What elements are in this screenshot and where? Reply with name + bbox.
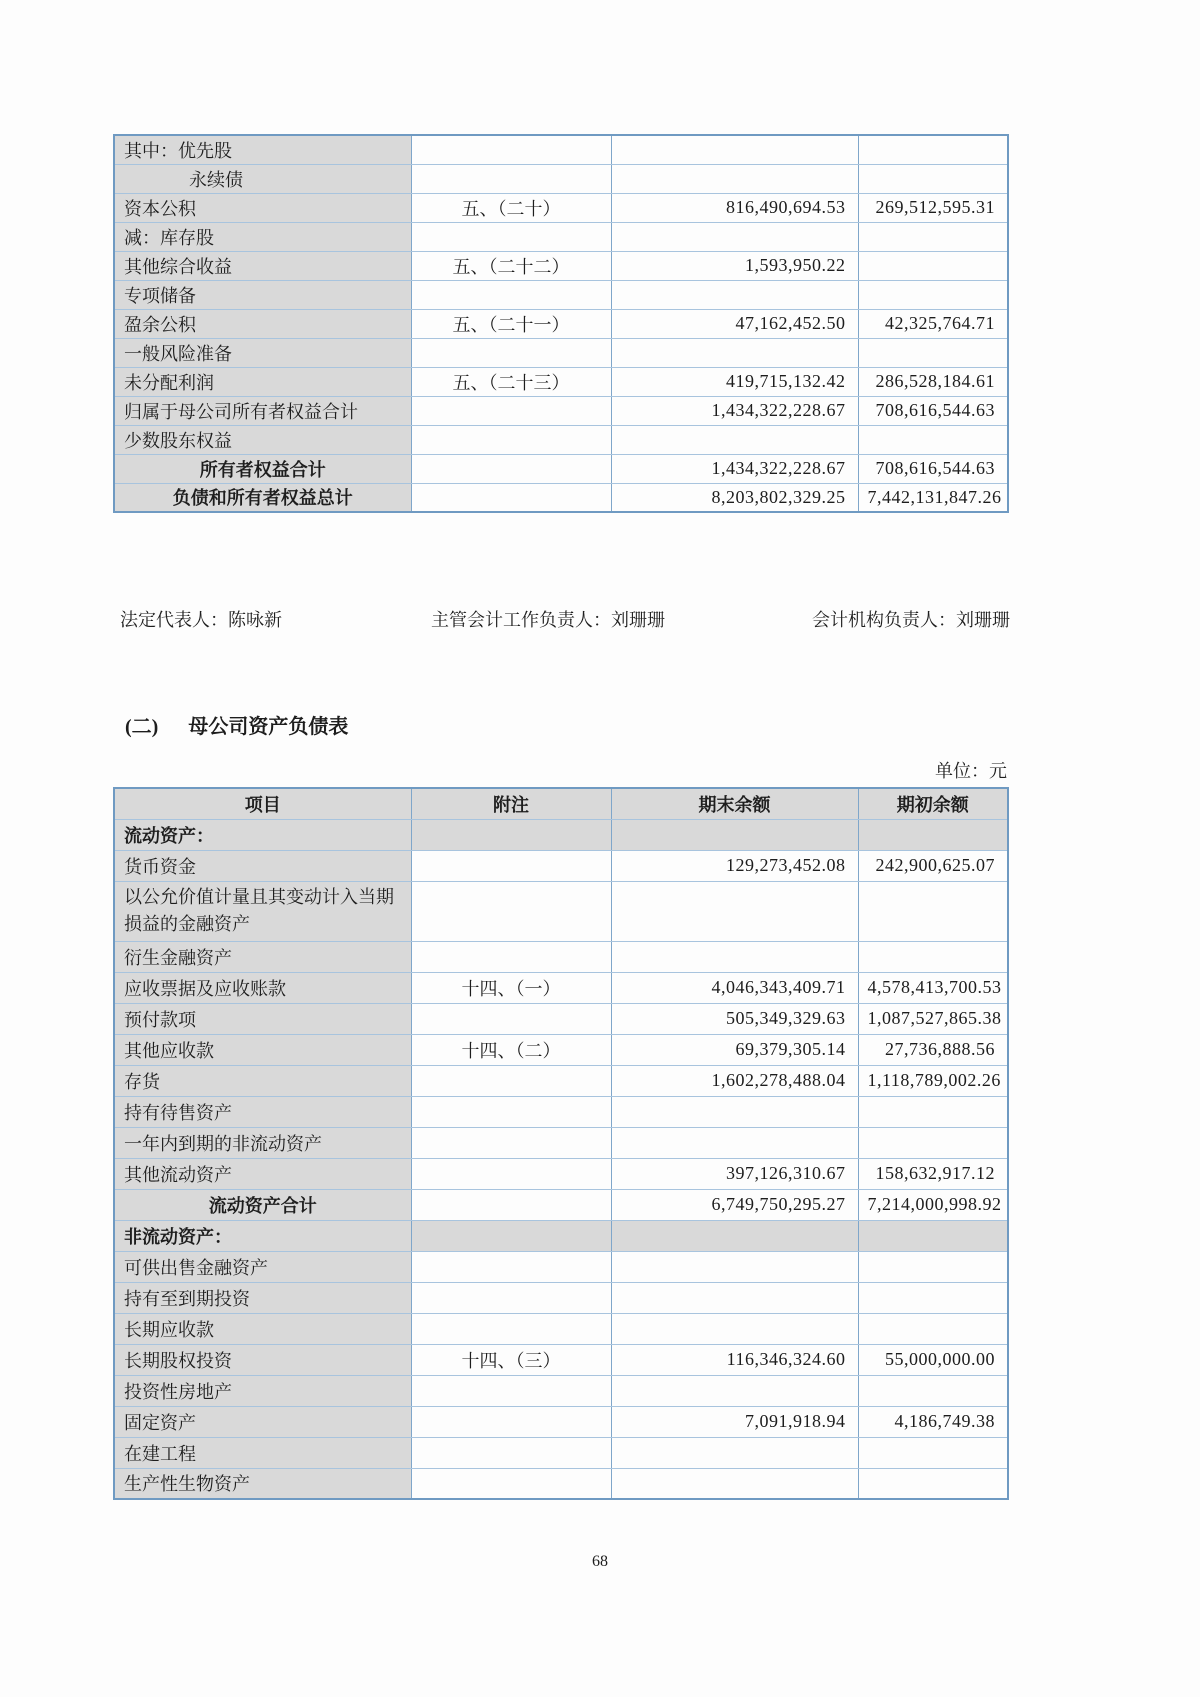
note-cell <box>411 1406 611 1437</box>
closing-balance-cell: 1,434,322,228.67 <box>611 396 858 425</box>
page-number: 68 <box>592 1553 608 1570</box>
note-cell <box>411 1096 611 1127</box>
item-cell: 其他综合收益 <box>114 251 411 280</box>
note-cell <box>411 850 611 881</box>
note-cell: 十四、（二） <box>411 1034 611 1065</box>
table-row <box>114 483 1008 512</box>
opening-balance-cell <box>858 338 1008 367</box>
table-row <box>114 1437 1008 1468</box>
closing-balance-cell <box>611 1127 858 1158</box>
table-row <box>114 1158 1008 1189</box>
item-cell: 投资性房地产 <box>114 1375 411 1406</box>
opening-balance-cell <box>858 1220 1008 1251</box>
table-row <box>114 1282 1008 1313</box>
table-row <box>114 1003 1008 1034</box>
item-cell: 非流动资产： <box>114 1220 411 1251</box>
opening-balance-cell: 286,528,184.61 <box>858 367 1008 396</box>
table-row <box>114 251 1008 280</box>
item-cell: 持有待售资产 <box>114 1096 411 1127</box>
table-row <box>114 1189 1008 1220</box>
item-cell: 流动资产： <box>114 819 411 850</box>
opening-balance-cell <box>858 819 1008 850</box>
table-row <box>114 1096 1008 1127</box>
closing-balance-cell: 397,126,310.67 <box>611 1158 858 1189</box>
closing-balance-cell: 7,091,918.94 <box>611 1406 858 1437</box>
column-header-item: 项目 <box>114 788 411 819</box>
table-row <box>114 1344 1008 1375</box>
note-cell <box>411 1437 611 1468</box>
opening-balance-cell <box>858 1468 1008 1499</box>
table-row <box>114 164 1008 193</box>
note-cell <box>411 338 611 367</box>
closing-balance-cell: 505,349,329.63 <box>611 1003 858 1034</box>
closing-balance-cell <box>611 881 858 941</box>
opening-balance-cell <box>858 1127 1008 1158</box>
item-cell: 应收票据及应收账款 <box>114 972 411 1003</box>
equity-section-table <box>113 134 1009 513</box>
accounting-department-head: 会计机构负责人：刘珊珊 <box>812 610 1010 630</box>
closing-balance-cell: 8,203,802,329.25 <box>611 483 858 512</box>
closing-balance-cell: 6,749,750,295.27 <box>611 1189 858 1220</box>
opening-balance-cell: 55,000,000.00 <box>858 1344 1008 1375</box>
table-row <box>114 309 1008 338</box>
item-cell: 盈余公积 <box>114 309 411 338</box>
opening-balance-cell: 269,512,595.31 <box>858 193 1008 222</box>
table-row <box>114 1127 1008 1158</box>
opening-balance-cell: 4,578,413,700.53 <box>858 972 1008 1003</box>
note-cell <box>411 1375 611 1406</box>
item-cell: 归属于母公司所有者权益合计 <box>114 396 411 425</box>
closing-balance-cell: 129,273,452.08 <box>611 850 858 881</box>
opening-balance-cell <box>858 164 1008 193</box>
note-cell <box>411 1003 611 1034</box>
parent-company-balance-sheet-table <box>113 787 1009 1500</box>
opening-balance-cell: 708,616,544.63 <box>858 396 1008 425</box>
opening-balance-cell <box>858 1437 1008 1468</box>
note-cell <box>411 1065 611 1096</box>
note-cell <box>411 454 611 483</box>
note-cell <box>411 396 611 425</box>
column-header-opening-balance: 期初余额 <box>858 788 1008 819</box>
table-row <box>114 1406 1008 1437</box>
closing-balance-cell <box>611 1251 858 1282</box>
note-cell <box>411 1282 611 1313</box>
closing-balance-cell: 69,379,305.14 <box>611 1034 858 1065</box>
opening-balance-cell: 158,632,917.12 <box>858 1158 1008 1189</box>
item-cell: 一年内到期的非流动资产 <box>114 1127 411 1158</box>
closing-balance-cell <box>611 222 858 251</box>
section-title: 母公司资产负债表 <box>188 716 349 738</box>
table-row <box>114 425 1008 454</box>
note-cell <box>411 1251 611 1282</box>
item-cell: 其他应收款 <box>114 1034 411 1065</box>
note-cell <box>411 222 611 251</box>
opening-balance-cell <box>858 135 1008 164</box>
note-cell: 五、（二十二） <box>411 251 611 280</box>
note-cell <box>411 1189 611 1220</box>
opening-balance-cell <box>858 1096 1008 1127</box>
closing-balance-cell <box>611 425 858 454</box>
closing-balance-cell <box>611 1313 858 1344</box>
item-cell: 可供出售金融资产 <box>114 1251 411 1282</box>
closing-balance-cell <box>611 1282 858 1313</box>
column-header-closing-balance: 期末余额 <box>611 788 858 819</box>
table-row <box>114 1375 1008 1406</box>
item-cell: 衍生金融资产 <box>114 941 411 972</box>
closing-balance-cell <box>611 164 858 193</box>
note-cell: 五、（二十一） <box>411 309 611 338</box>
opening-balance-cell: 1,118,789,002.26 <box>858 1065 1008 1096</box>
opening-balance-cell: 4,186,749.38 <box>858 1406 1008 1437</box>
item-cell: 生产性生物资产 <box>114 1468 411 1499</box>
note-cell: 五、（二十三） <box>411 367 611 396</box>
opening-balance-cell <box>858 881 1008 941</box>
item-cell: 固定资产 <box>114 1406 411 1437</box>
item-cell: 以公允价值计量且其变动计入当期损益的金融资产 <box>114 881 411 941</box>
item-cell: 永续债 <box>114 164 411 193</box>
closing-balance-cell: 1,434,322,228.67 <box>611 454 858 483</box>
table-row <box>114 280 1008 309</box>
note-cell <box>411 135 611 164</box>
opening-balance-cell: 42,325,764.71 <box>858 309 1008 338</box>
item-cell: 其中：优先股 <box>114 135 411 164</box>
table-row <box>114 1468 1008 1499</box>
opening-balance-cell <box>858 425 1008 454</box>
table-row <box>114 881 1008 941</box>
item-cell: 所有者权益合计 <box>114 454 411 483</box>
section-row <box>114 1220 1008 1251</box>
table-row <box>114 396 1008 425</box>
opening-balance-cell <box>858 1251 1008 1282</box>
opening-balance-cell <box>858 280 1008 309</box>
closing-balance-cell: 419,715,132.42 <box>611 367 858 396</box>
closing-balance-cell: 116,346,324.60 <box>611 1344 858 1375</box>
opening-balance-cell <box>858 1375 1008 1406</box>
closing-balance-cell <box>611 1220 858 1251</box>
note-cell <box>411 881 611 941</box>
table-row <box>114 941 1008 972</box>
closing-balance-cell <box>611 1096 858 1127</box>
item-cell: 一般风险准备 <box>114 338 411 367</box>
item-cell: 流动资产合计 <box>114 1189 411 1220</box>
closing-balance-cell: 816,490,694.53 <box>611 193 858 222</box>
note-cell: 十四、（三） <box>411 1344 611 1375</box>
table-row <box>114 1034 1008 1065</box>
item-cell: 未分配利润 <box>114 367 411 396</box>
note-cell <box>411 1468 611 1499</box>
table-row <box>114 338 1008 367</box>
opening-balance-cell: 242,900,625.07 <box>858 850 1008 881</box>
opening-balance-cell <box>858 1313 1008 1344</box>
table-row <box>114 1065 1008 1096</box>
item-cell: 货币资金 <box>114 850 411 881</box>
note-cell <box>411 1313 611 1344</box>
note-cell <box>411 280 611 309</box>
table-row <box>114 972 1008 1003</box>
section-row <box>114 819 1008 850</box>
closing-balance-cell: 47,162,452.50 <box>611 309 858 338</box>
section-index: (二) <box>125 716 159 738</box>
opening-balance-cell: 27,736,888.56 <box>858 1034 1008 1065</box>
chief-accounting-officer: 主管会计工作负责人：刘珊珊 <box>431 610 665 630</box>
closing-balance-cell <box>611 1437 858 1468</box>
table-row <box>114 850 1008 881</box>
closing-balance-cell <box>611 280 858 309</box>
opening-balance-cell <box>858 1282 1008 1313</box>
column-header-note: 附注 <box>411 788 611 819</box>
opening-balance-cell: 1,087,527,865.38 <box>858 1003 1008 1034</box>
item-cell: 在建工程 <box>114 1437 411 1468</box>
table-row <box>114 367 1008 396</box>
legal-representative: 法定代表人：陈咏新 <box>120 610 282 630</box>
unit-note: 单位：元 <box>935 761 1007 781</box>
item-cell: 预付款项 <box>114 1003 411 1034</box>
note-cell: 五、（二十） <box>411 193 611 222</box>
signatories-line <box>120 606 1010 630</box>
closing-balance-cell <box>611 941 858 972</box>
note-cell: 十四、（一） <box>411 972 611 1003</box>
note-cell <box>411 1158 611 1189</box>
closing-balance-cell <box>611 338 858 367</box>
opening-balance-cell: 708,616,544.63 <box>858 454 1008 483</box>
table-row <box>114 135 1008 164</box>
item-cell: 负债和所有者权益总计 <box>114 483 411 512</box>
table-row <box>114 193 1008 222</box>
item-cell: 专项储备 <box>114 280 411 309</box>
table-row <box>114 454 1008 483</box>
note-cell <box>411 941 611 972</box>
closing-balance-cell <box>611 1468 858 1499</box>
note-cell <box>411 164 611 193</box>
item-cell: 减：库存股 <box>114 222 411 251</box>
item-cell: 持有至到期投资 <box>114 1282 411 1313</box>
closing-balance-cell: 1,593,950.22 <box>611 251 858 280</box>
table-row <box>114 1313 1008 1344</box>
note-cell <box>411 425 611 454</box>
item-cell: 资本公积 <box>114 193 411 222</box>
closing-balance-cell: 1,602,278,488.04 <box>611 1065 858 1096</box>
note-cell <box>411 819 611 850</box>
closing-balance-cell <box>611 1375 858 1406</box>
closing-balance-cell <box>611 135 858 164</box>
opening-balance-cell <box>858 251 1008 280</box>
note-cell <box>411 1127 611 1158</box>
table-row <box>114 1251 1008 1282</box>
item-cell: 存货 <box>114 1065 411 1096</box>
item-cell: 长期股权投资 <box>114 1344 411 1375</box>
closing-balance-cell <box>611 819 858 850</box>
item-cell: 少数股东权益 <box>114 425 411 454</box>
opening-balance-cell: 7,442,131,847.26 <box>858 483 1008 512</box>
item-cell: 其他流动资产 <box>114 1158 411 1189</box>
table-row <box>114 222 1008 251</box>
opening-balance-cell: 7,214,000,998.92 <box>858 1189 1008 1220</box>
opening-balance-cell <box>858 222 1008 251</box>
note-cell <box>411 1220 611 1251</box>
item-cell: 长期应收款 <box>114 1313 411 1344</box>
note-cell <box>411 483 611 512</box>
section-heading <box>125 710 348 739</box>
header-row <box>114 788 1008 819</box>
closing-balance-cell: 4,046,343,409.71 <box>611 972 858 1003</box>
opening-balance-cell <box>858 941 1008 972</box>
